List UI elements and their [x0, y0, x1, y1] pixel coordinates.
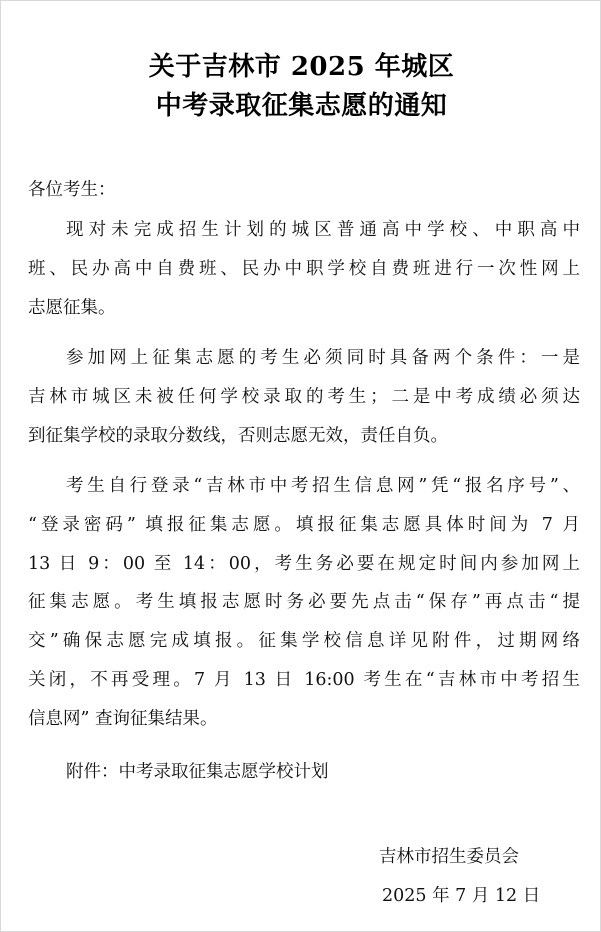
paragraph-1: [28, 211, 580, 327]
paragraph-line: 13 日 9：00 至 14：00，考生务必要在规定时间内参加网上: [28, 553, 580, 574]
paragraph-3: [28, 467, 580, 739]
paragraph-line: 志愿征集。: [28, 297, 116, 318]
paragraph-line: 班、民办高中自费班、民办中职学校自费班进行一次性网上: [28, 258, 580, 279]
paragraph-line: 关闭，不再受理。7 月 13 日 16:00 考生在“吉林市中考招生: [28, 669, 580, 690]
paragraph-line: 参加网上征集志愿的考生必须同时具备两个条件：一是: [66, 348, 580, 368]
attachment-note: [28, 753, 580, 792]
paragraph-line: 吉林市城区未被任何学校录取的考生；二是中考成绩必须达: [28, 386, 580, 407]
paragraph-line: 信息网” 查询征集结果。: [28, 708, 218, 729]
signature-date: 2025 年 7 月 12 日: [382, 886, 541, 906]
document-title-line-2: 中考录取征集志愿的通知: [155, 91, 448, 121]
signature-organization: 吉林市招生委员会: [379, 847, 519, 867]
paragraph-line: 现对未完成招生计划的城区普通高中学校、中职高中: [66, 220, 580, 240]
paragraph-line: 征集志愿。考生填报志愿时务必要先点击“保存”再点击“提: [28, 592, 580, 613]
paragraph-line: 考生自行登录“吉林市中考招生信息网”凭“报名序号”、: [66, 476, 580, 496]
salutation-text: 各位考生：: [28, 180, 116, 200]
paragraph-line: 到征集学校的录取分数线，否则志愿无效，责任自负。: [28, 425, 448, 446]
paragraph-2: [28, 339, 580, 455]
paragraph-line: 交”确保志愿完成填报。征集学校信息详见附件，过期网络: [28, 631, 580, 652]
salutation: [28, 171, 580, 210]
paragraph-line: “登录密码” 填报征集志愿。填报征集志愿具体时间为 7 月: [28, 514, 580, 535]
document-title-line-1: 关于吉林市 2025 年城区: [148, 52, 455, 82]
attachment-text: 附件：中考录取征集志愿学校计划: [66, 762, 329, 782]
